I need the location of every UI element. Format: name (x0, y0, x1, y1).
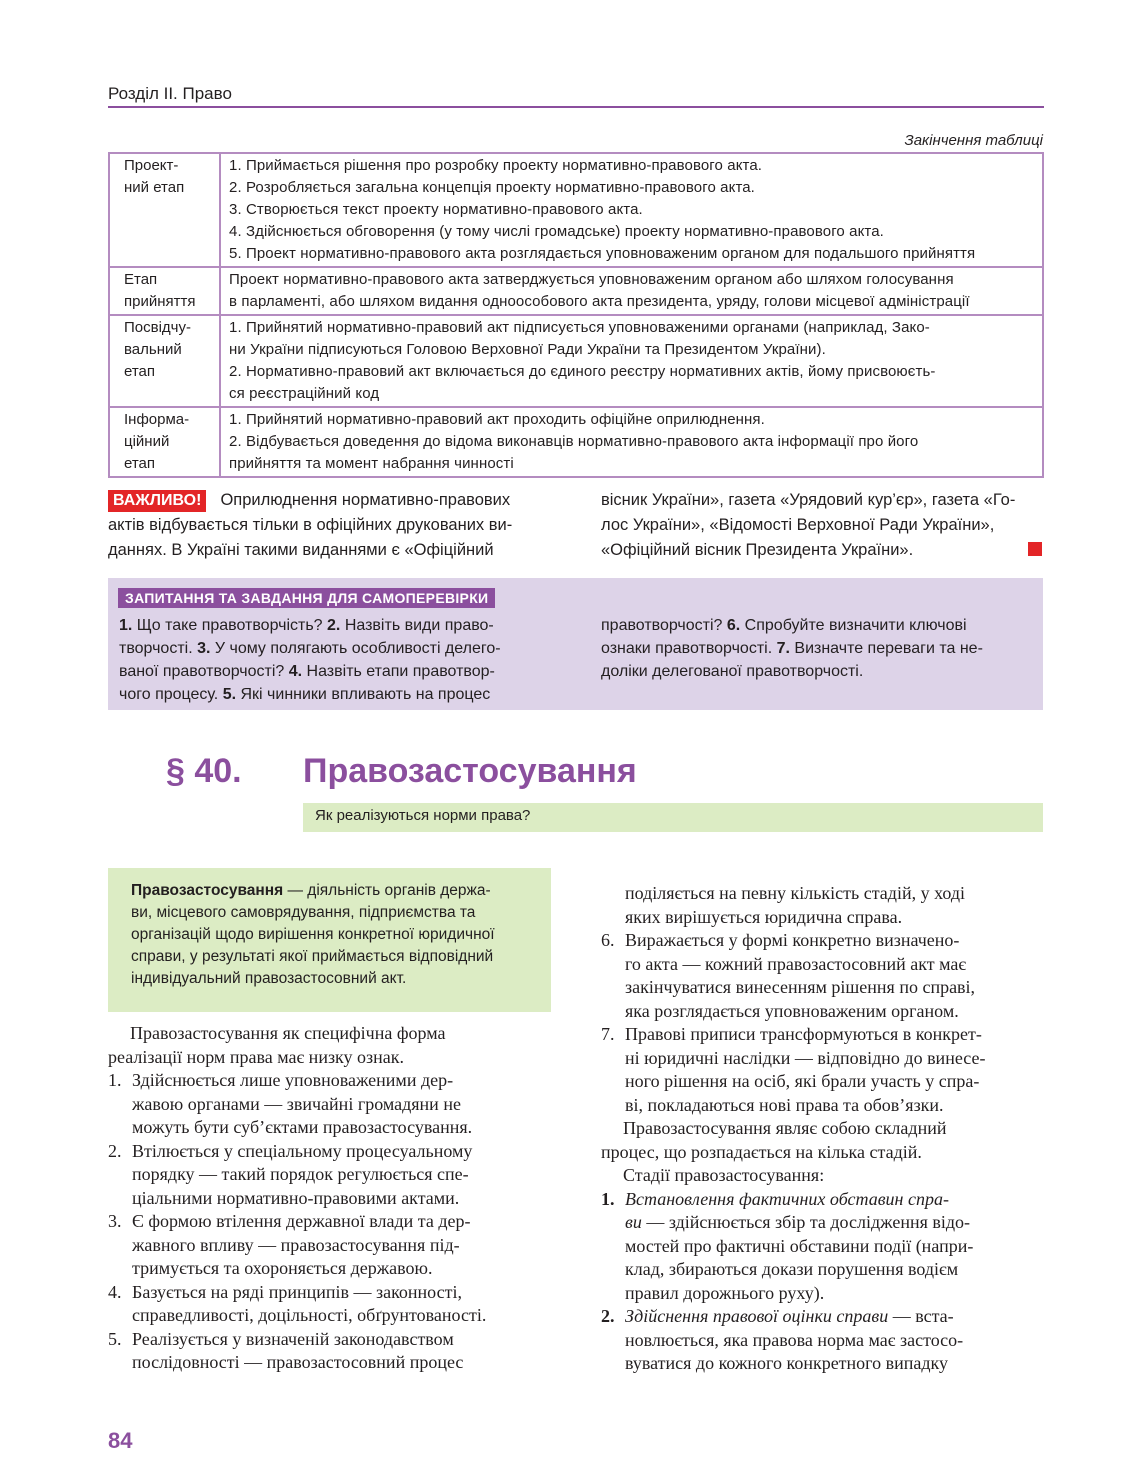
stage-description-cell (220, 315, 1043, 407)
stages-table (108, 152, 1044, 478)
section-number: § 40. (166, 752, 242, 790)
definition-text: справи, у результаті якої приймається відповідний (131, 948, 494, 965)
list-item-line: закінчуватися винесенням рішення по справі, (625, 977, 976, 997)
question-number: 1. (119, 617, 133, 634)
question-text: доліки делегованої правотворчості. (601, 663, 864, 680)
definition-line (131, 902, 529, 924)
list-item-number: 3. (108, 1211, 122, 1231)
list-item-text: Реалізується у визначеній законодавством (132, 1328, 454, 1349)
paragraph-line: Правозастосування являє собою складний (623, 1118, 947, 1138)
list-item-line: ціальними нормативно-правовими актами. (132, 1187, 460, 1208)
definition-line (131, 968, 529, 990)
definition-term: Правозастосування (131, 882, 284, 899)
stage-name-line: Етап (124, 271, 158, 288)
stage-name-line: вальний (124, 341, 182, 358)
question-text: Що таке правотворчість? (132, 617, 328, 634)
stage-name-line: ний етап (124, 179, 185, 196)
stage-item-title: ви (625, 1212, 642, 1232)
question-line (119, 683, 551, 706)
stage-description-line: 5. Проект нормативно-правового акта розглядається уповноваженим органом для подальшого прийняття (229, 245, 976, 262)
list-item-line: яка розглядається уповноваженим органом. (625, 1000, 959, 1021)
list-item-line: поділяється на певну кількість стадій, у ході (625, 883, 966, 903)
list-item-line: жавою органами — звичайні громадяни не (132, 1093, 461, 1114)
table-row (109, 153, 1043, 267)
question-text: Визначте переваги та не- (789, 640, 983, 657)
question-line (601, 614, 1033, 637)
question-line (119, 637, 551, 660)
stage-name-line: етап (124, 455, 156, 472)
list-item (108, 1069, 551, 1093)
list-item-line: клад, збираються докази порушення водієм (625, 1259, 959, 1279)
question-text: Назвіть види право- (340, 617, 494, 634)
important-text-line: Оприлюднення нормативно-правових (220, 491, 511, 509)
list-item-line: го акта — кожний правозастосовний акт має (625, 953, 967, 974)
definition-text: ви, місцевого самоврядування, підприємства та (131, 904, 476, 921)
list-item-line: порядку — такий порядок регулюється спе- (132, 1164, 469, 1184)
paragraph-line: процес, що розпадається на кілька стадій. (601, 1141, 922, 1162)
list-item (108, 1328, 551, 1352)
list-item-line: вуватися до кожного конкретного випадку (625, 1353, 949, 1373)
question-number: 2. (327, 617, 341, 634)
table-row (109, 267, 1043, 315)
stage-description-cell (220, 407, 1043, 477)
question-number: 3. (197, 640, 211, 657)
self-check-questions-right (601, 614, 1033, 683)
table-caption: Закінчення таблиці (904, 132, 1043, 149)
important-note-right (601, 488, 1044, 563)
stage-item-text: — вста- (888, 1306, 954, 1326)
stage-item-number: 2. (601, 1306, 615, 1326)
stage-item (601, 1188, 1044, 1212)
list-item-text: Втілюється у спеціальному процесуальному (132, 1140, 473, 1161)
paragraph-line: реалізації норм права має низку ознак. (108, 1046, 405, 1067)
important-text-line: вісник України», газета «Урядовий кур’єр», газета «Го- (601, 491, 1016, 509)
stage-item-text: — здійснюється збір та дослідження відо- (641, 1212, 971, 1232)
important-text-line: «Офіційний вісник Президента України». (601, 541, 914, 559)
important-text-line: лос України», «Відомості Верховної Ради України», (601, 516, 995, 534)
question-line (119, 614, 551, 637)
table-row (109, 407, 1043, 477)
list-item (108, 1281, 551, 1305)
definition-text: індивідуальний правозастосовний акт. (131, 970, 407, 987)
definition-line (131, 880, 529, 902)
definition-box (108, 868, 551, 1012)
stage-name-line: прийняття (124, 293, 196, 310)
stage-name-line: Інформа- (124, 411, 190, 428)
question-line (601, 660, 1033, 683)
list-item-line: послідовності — правозастосовний процес (132, 1352, 464, 1372)
stage-description-line: 2. Відбувається доведення до відома виконавців нормативно-правового акта інформації про його (229, 433, 919, 450)
definition-text: організацій щодо вирішення конкретної юридичної (131, 926, 495, 943)
question-line (119, 660, 551, 683)
stage-description-line: Проект нормативно-правового акта затверджується уповноваженим органом або шляхом голосування (229, 271, 954, 288)
stage-name-line: етап (124, 363, 156, 380)
stage-description-line: ся реєстраційний код (229, 385, 380, 402)
list-item (601, 929, 1044, 953)
self-check-title: ЗАПИТАННЯ ТА ЗАВДАННЯ ДЛЯ САМОПЕРЕВІРКИ (118, 588, 495, 608)
stage-description-cell (220, 267, 1043, 315)
list-item-line: мостей про фактичні обставини події (напри- (625, 1235, 974, 1256)
end-square-icon (1028, 542, 1042, 556)
list-item (108, 1210, 551, 1234)
question-number: 5. (222, 686, 237, 703)
question-number: 7. (776, 640, 790, 657)
question-text: правотворчості? (601, 617, 727, 634)
stage-name-line: Посвідчу- (124, 319, 191, 336)
list-item-line: новлюється, яка правова норма має застосо- (625, 1329, 964, 1350)
body-column-left (108, 1022, 551, 1375)
important-badge: ВАЖЛИВО! (108, 490, 206, 512)
stage-name-cell (109, 153, 220, 267)
question-text: творчості. (119, 640, 198, 657)
stage-description-line: 4. Здійснюється обговорення (у тому числі громадське) проекту нормативно-правового акта. (229, 223, 884, 240)
question-text: Які чинники впливають на процес (236, 686, 491, 703)
stage-description-line: ни України підписуються Головою Верховної Ради України та Президентом України). (229, 341, 826, 358)
definition-line (131, 924, 529, 946)
stage-name-cell (109, 407, 220, 477)
self-check-questions-left (119, 614, 551, 706)
stage-description-line: прийняття та момент набрання чинності (229, 455, 514, 472)
list-item-line: правил дорожнього руху). (625, 1282, 825, 1303)
list-item-number: 2. (108, 1140, 122, 1161)
list-item-number: 5. (108, 1328, 122, 1349)
paragraph-line: Правозастосування як специфічна форма (130, 1023, 446, 1043)
stage-name-cell (109, 267, 220, 315)
body-column-right (601, 882, 1044, 1376)
list-item-line: ного рішення на осіб, які брали участь у спра- (625, 1071, 980, 1091)
question-number: 6. (726, 617, 741, 634)
important-note-left (108, 488, 551, 563)
question-text: Назвіть етапи правотвор- (302, 663, 495, 680)
list-item-text: Є формою втілення державної влади та дер- (132, 1211, 471, 1231)
list-item (108, 1140, 551, 1164)
section-question: Як реалізуються норми права? (303, 803, 1043, 832)
list-item-line: справедливості, доцільності, обґрунтованості. (132, 1305, 487, 1325)
list-item-line: можуть бути суб’єктами правозастосування. (132, 1117, 473, 1137)
question-text: ознаки правотворчості. (601, 640, 777, 657)
stage-description-line: 3. Створюється текст проекту нормативно-правового акта. (229, 201, 643, 218)
list-item-text: Базується на ряді принципів — законності, (132, 1281, 462, 1302)
stage-item (601, 1305, 1044, 1329)
question-text: чого процесу. (119, 686, 223, 703)
list-item-text: Виражається у формі конкретно визначено- (625, 930, 960, 950)
list-item-text: Здійснюється лише уповноваженими дер- (132, 1070, 454, 1090)
question-text: ваної правотворчості? (119, 663, 289, 680)
stage-item-title: Здійснення правової оцінки справи (625, 1306, 889, 1326)
header-divider (108, 106, 1044, 108)
list-item-line: яких вирішується юридична справа. (625, 906, 903, 927)
important-text-line: даннях. В Україні такими виданнями є «Офіційний (108, 541, 494, 559)
stage-description-line: 1. Приймається рішення про розробку проекту нормативно-правового акта. (229, 157, 763, 174)
list-item-line: жавного впливу — правозастосування під- (132, 1234, 460, 1255)
stage-description-line: 1. Прийнятий нормативно-правовий акт проходить офіційне оприлюднення. (229, 411, 765, 428)
stage-item-line (601, 1211, 1044, 1235)
list-item-line: тримується та охороняється державою. (132, 1258, 433, 1278)
list-item (601, 1023, 1044, 1047)
question-line (601, 637, 1033, 660)
stage-description-cell (220, 153, 1043, 267)
list-item-line: ві, покладаються нові права та обов’язки. (625, 1094, 944, 1115)
definition-line (131, 946, 529, 968)
stage-item-number: 1. (601, 1188, 615, 1209)
running-head: Розділ ІІ. Право (108, 84, 232, 103)
stage-name-line: Проект- (124, 157, 179, 174)
paragraph-line: Стадії правозастосування: (623, 1165, 825, 1185)
page-number: 84 (108, 1428, 133, 1453)
stage-name-cell (109, 315, 220, 407)
list-item-number: 7. (601, 1024, 615, 1044)
stage-description-line: 2. Розробляється загальна концепція проекту нормативно-правового акта. (229, 179, 755, 196)
list-item-number: 6. (601, 930, 615, 950)
list-item-text: Правові приписи трансформуються в конкрет- (625, 1024, 982, 1044)
list-item-line: ні юридичні наслідки — відповідно до винесе- (625, 1047, 986, 1068)
question-text: У чому полягають особливості делего- (210, 640, 501, 657)
question-text: Спробуйте визначити ключові (740, 617, 967, 634)
important-text-line: актів відбувається тільки в офіційних друкованих ви- (108, 516, 513, 534)
stage-name-line: ційний (124, 433, 170, 450)
stage-description-line: 2. Нормативно-правовий акт включається до єдиного реєстру нормативних актів, йому присвоюєть- (229, 363, 936, 380)
stage-description-line: в парламенті, або шляхом видання одноособового акта президента, уряду, голови місцевої адміністрації (229, 293, 970, 310)
question-number: 4. (288, 663, 303, 680)
definition-text: — діяльність органів держа- (283, 882, 491, 899)
stage-description-line: 1. Прийнятий нормативно-правовий акт підписується уповноваженими органами (наприклад, Зако- (229, 319, 930, 336)
list-item-number: 4. (108, 1281, 122, 1302)
list-item-number: 1. (108, 1070, 122, 1090)
table-row (109, 315, 1043, 407)
stage-item-title: Встановлення фактичних обставин спра- (625, 1188, 949, 1209)
section-title: Правозастосування (303, 752, 637, 790)
